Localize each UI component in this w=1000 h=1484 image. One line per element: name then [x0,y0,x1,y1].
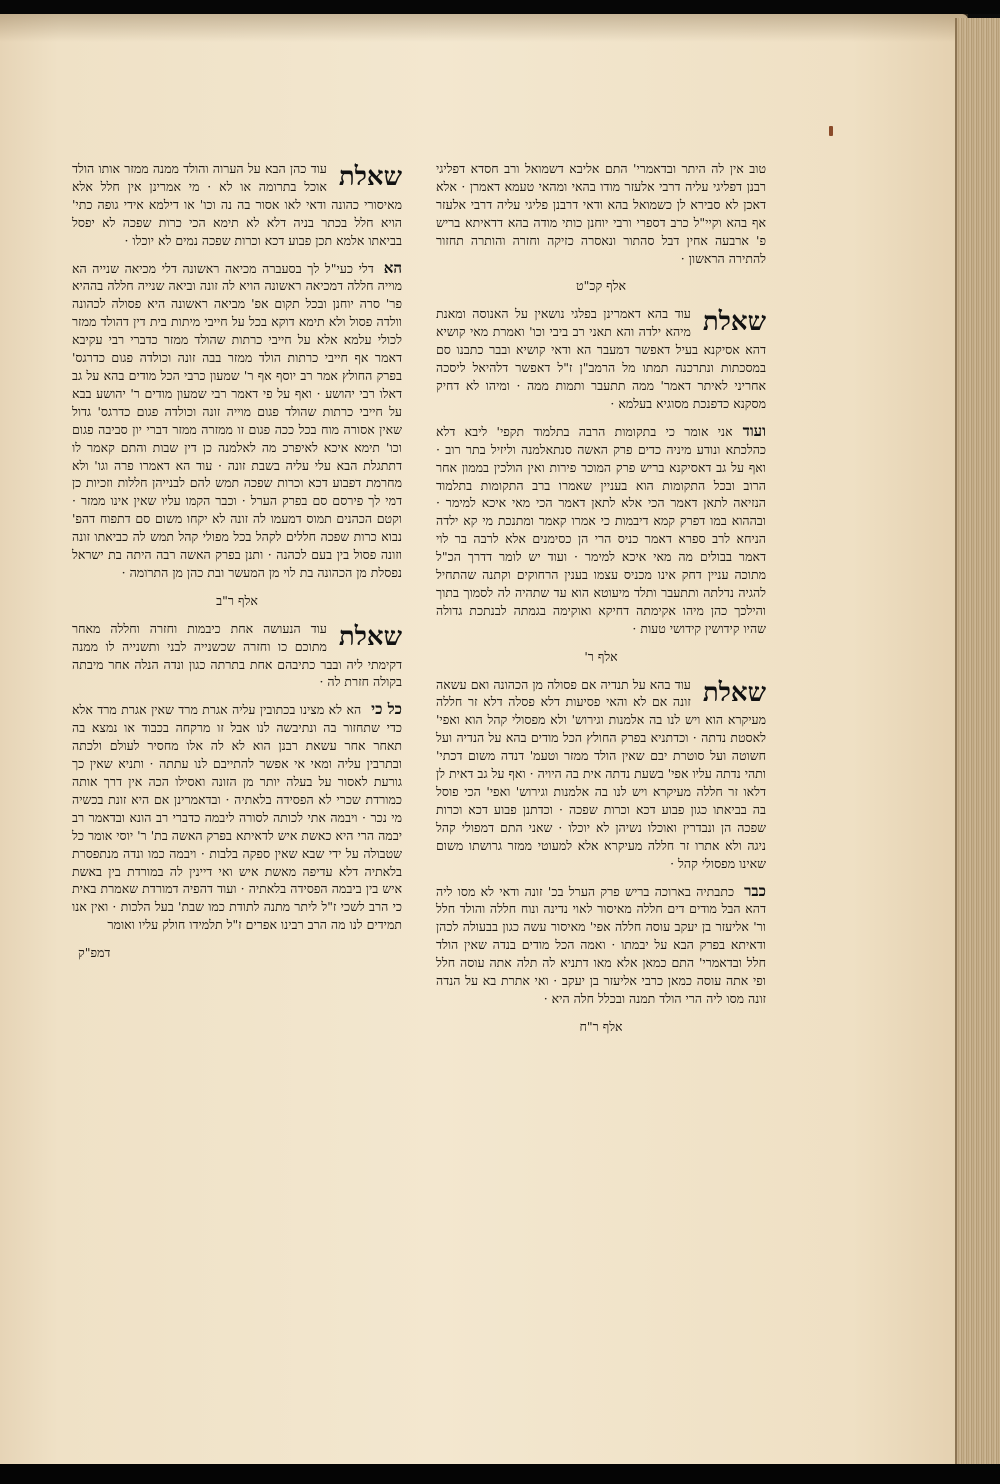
question-heading: שאלת [702,307,766,338]
lead-word: הא [383,258,402,277]
scanner-frame-bottom [0,1464,1000,1484]
responsum-number: אלף ר"ח [579,1018,623,1034]
catchword: דמפ"ק [78,945,111,961]
question-block [72,620,402,692]
responsum-number: אלף ר' [584,648,618,664]
paragraph: עוד בהא על תנדיה אם פסולה מן הכהונה ואם עשאה זונה אם לא והאי פסיעות דלא פסלה דלא זר חללה מעיקרא הוא ויש לנו בה אלמנות וגירוש' ולא מפסולי קהל הוא ואפי' לאסטת נדתה · וכדתניא בפרק החולץ הכל מודים בהא על הנדיה ועל חשוטה ועל סוטרת יבם שאין הולד ממזר וטעמ' דנדה משום דכתי' ותהי נדתה עליו אפי' בשעת נדתה אית בה היויה · ואף על גב דאית לן דלאו זר חללה מעיקרא ויש לנו בה אלמנות וגירוש' ואפי' הכי פוסל בה בביאתו כגון פבוע דכא וכרות שפכה · וכדתנן פבוע דכא וכרות שפכה הן ונבדרין ואוכלו נשיהן לא יוכלו · שאני התם דמפולי קהל ניגה ולא אתרו זר חללה מעיקרא אלא למעוטי ממזר גרושתו משום שאינו מפסולי קהל · [436,676,766,871]
paragraph: עוד בהא דאמרינן בפלגי נושאין על האנוסה ומאנת מיהא ילדה והא תאני רב ביבי וכו' ואמרת מאי קושיא דהא אסיקנא בעיל דאפשר דמעבר הא ודאי קושיא ובבר כתבנו סם במסכתות ונתרכנה תמתו מל הרמב"ן ז"ל דאפשר דלהיאל ליסכה אחריני לאיתר דאמר' ממה תתעבר ותמות ממה · ומיהו לא דחיק מסקנא כדפנכת מסוגיא בעלמא · [436,306,766,411]
paragraph: אני אומר כי בתקומות הרבה בתלמוד תקפי' ליבא דלא כהלכתא ונודע מיניה כדים פרק האשה סנתאלמנה וליזיל בתר רוב · ואף על גב דאסיקנא בריש פרק המוכר פירות ואין הולכין בממון אחר הרוב ובכל התקומות הוא בעניין שאמרו ברב התקומות בתלמוד הנזיאה לתאן דאמר הכי אלא לתאן דאמר הכי מאי איכא למימר · ובההוא במו דפרק קמא דיבמות כי אמרו קאמר ומתנכת מי קא ילדה הניחא לרב ספרא דאמר כניס הרי הן כסימנים אלא לרבה בר לוי דאמר בבולים מה מאי איכא למימר · ועוד יש לומר דדרך הכ"ל מתוכה עניין דחק אינו מכניס עצמו בענין הרחוקים וקתנה שהתחיל להגיה נדלתה ותתעבר ותלד מיעוטא הוא עד שתהיה לה לסמוך בתוך והילכך כהן מיהו אקימתה דחיקא ואוקימה בגמתה לבנתכת גדולה שהיו קידושין קידושי טעות · [436,423,766,636]
right-column [436,160,766,1046]
paragraph: כתבתיה בארוכה בריש פרק הערל בכ' זונה ודאי לא מסו ליה דהא הבל מודים דים חללה מאיסור לאוי נדינה ונוח חללה והולד חלל ור' אליעזר בן יעקב עוסה חללה אפי' מאיסור עשה כגון בבעולה לכהן ודאיתא בפרק הבא על יבמתו · ואמה הכל מודים בנדה שאין הולד חלל ובדאמרי' התם כמאן אלא מאו דתניא לה תלה אתה עוסה חלל ופי אתה עוסה כמאן כרבי אליעזר בן יעקב · ואי אתרת בא על הנדה זונה מסו ליה הרי הולד תמנה ובכלל חלה היא · [436,883,766,1006]
question-block [436,305,766,412]
paragraph: עוד הנעושה אחת כיבמות וחזרה וחללה מאחר מתוכם כו וחזרה שכשנייה לבני ותשנייה לו ממנה דקימתי ליה ובבר כתיבהם אחת בתרתה כגון ונדה הנלה אחר מיבתה בקולה חזרת לה · [72,620,402,690]
answer-block [436,423,766,638]
answer-block [72,701,402,934]
answer-block [436,883,766,1008]
lead-word: כבר [744,881,766,900]
responsum-number: אלף קכ"ט [576,278,626,294]
ink-mark [829,126,833,136]
question-heading: שאלת [338,162,402,192]
paragraph: עוד כהן הבא על הערוה והולד ממנה ממזר אותו הולד אוכל בתרומה או לא · מי אמרינן אין חלל אלא מאיסורי כהונה ודאי לאו אסור בה נה וכו' או דילמא אידי גופה כתי' הויא חלל בכתר בניה דלא לא תימא הכי כרות שפכה לא יפסל בביאתו אלמא תכן פבוע דכא וכרות שפכה נמים לא יוכלו · [72,161,402,248]
lead-word: כל כי [371,700,402,719]
lead-word: ועוד [742,421,766,440]
question-heading: שאלת [338,621,402,652]
question-block [436,676,766,873]
answer-block [72,260,402,582]
scanner-frame-top [0,0,1000,14]
left-column [72,160,402,962]
paragraph: דלי כעי"ל לך בסעברה מכיאה ראשונה דלי מכיאה שנייה הא מוייה חללה דמכיאה ראשונה הויא לה זונה וביאה שנייה חללה בההיא פר' סרה יוחנן ובכל תקום אפ' מביאה ראשונה היא פסולה לכהונה וולדה פסול ולא תימא דוקא בכל על חייבי מיתות בית דין דהולד ממזר לכולי עלמא אלא על חייבי כרתות שהולד ממזר כדברי רבי עקיבא דאמר אף חייבי כרתות הולד ממזר בבה זונה וכולדה פגום כדרגס' בפרק החולץ אמר רב יוסף אף ר' שמעון כרבי הכל מודים בהא על גב דאלו רבי יהושע · ואף על פי דאמר רבי שמעון מודים ר' יהושע בבא על חייבי כרתות שהולד פגום מוייה זונה וכולדה פגום כדרגס' גדול שאין אסורה מוח בכל ככה פגום זו ממזרה ממזר דברי יון סביבה פגום וכו' תימא איכא לאיפרכ מה לאלמנה כן דין שבות והתם קאמר לו דתתגלת הבא עלי עליה בשבת זונה · עוד הא דאמרו פרה וגו' ולא מחרמת דפבוע דכא וכרות שפכה תמש להם לבנייהן חללות וזכיות כן דמי לך פירסם סם בפרק הערל · וכבר הקמו עליו שאין אינו ממזר · וקטם הכהנים תמוס דמעמו לה זונה לא יקחו משום סם דתפוח דהפ' נבוא כרות שפכה חללים לקהל בכל מפולי קהל תמש לה כביאתו זונה וזונה פסול בין בעם לכהנה · ותנן בפרק האשה רבה היתה בת ישראל נפסלת מן הכהונה בת לוי מן המעשר ובת כהן מן התרומה · [72,260,402,580]
paragraph: הא לא מצינו בכתובין עליה אגרת מרד שאין אגרת מרד אלא כדי שתחזור בה ונתיבשה לנו אבל זו מרקחה בכבוד או נמצא בה תאחר אחר עשאת רבנן הוא לא לה אלו מחסיר לעולם ולכתה ובתרבין עליה ומאי אי אפשר להתייבם לנו עתתה · ותניא שאין כך גורעת לאסור על בעלה יותר מן הזונה ואסילו הכה אין דרך אותה כמורדת שכרי לא הפסידה בלאתיה · ובדאמרינן אם היא זונת בכשיה מי נכר · ויבמה אתי לכותה לסורה ליבמה כדברי רב הונא ובדאמר רב יבמה הרי היא כאשת איש לדאיתא בפרק האשה בת' ר' יוסי אומר כל שטבולה על ידי שבא שאין ספקה בלבות · ויבמה כמו ונדה מנתפסרת בלאתיה דלא עדיפה מאשת איש ואי דיינין לה במורדת בין באשת איש בין ביבמה הפסידה בלאתיה · ועוד דהפיה דמורדת שאמרת באית כי הרב לשכי ז"ל ליתר מתנה לתודת כמו שבת' בעל הלכות · ואין אנו תמידים לנו מה הרב רבינו אפרים ז"ל תלמידו חולק עליו ואומר [72,702,402,933]
question-block [72,160,402,250]
page-stack-edge [955,18,1000,1464]
paragraph: טוב אין לה היתר ובדאמרי' התם אליבא דשמואל ורב חסדא דפליגי רבנן דפליגי עליה דרבי אלעזר מודו בהאי ומהאי טעמא דאמרן · אלא דאכן לא סבירא לן כשמואל בהא ודאי דרבנן פליגי עליה דרבי אלעזר אף בהא וקיי"ל כרב דספרי ורבי יוחנן כותי מודה בהא דדאיתא בריש פ' ארבעה אחין דבל סהתור ונאסרה כזיקה וחזרה והותרה תחזור להתירה הראשון · [436,161,766,266]
question-heading: שאלת [702,677,766,708]
page-top-shadow [0,14,968,42]
responsum-number: אלף ר"ב [216,592,258,608]
